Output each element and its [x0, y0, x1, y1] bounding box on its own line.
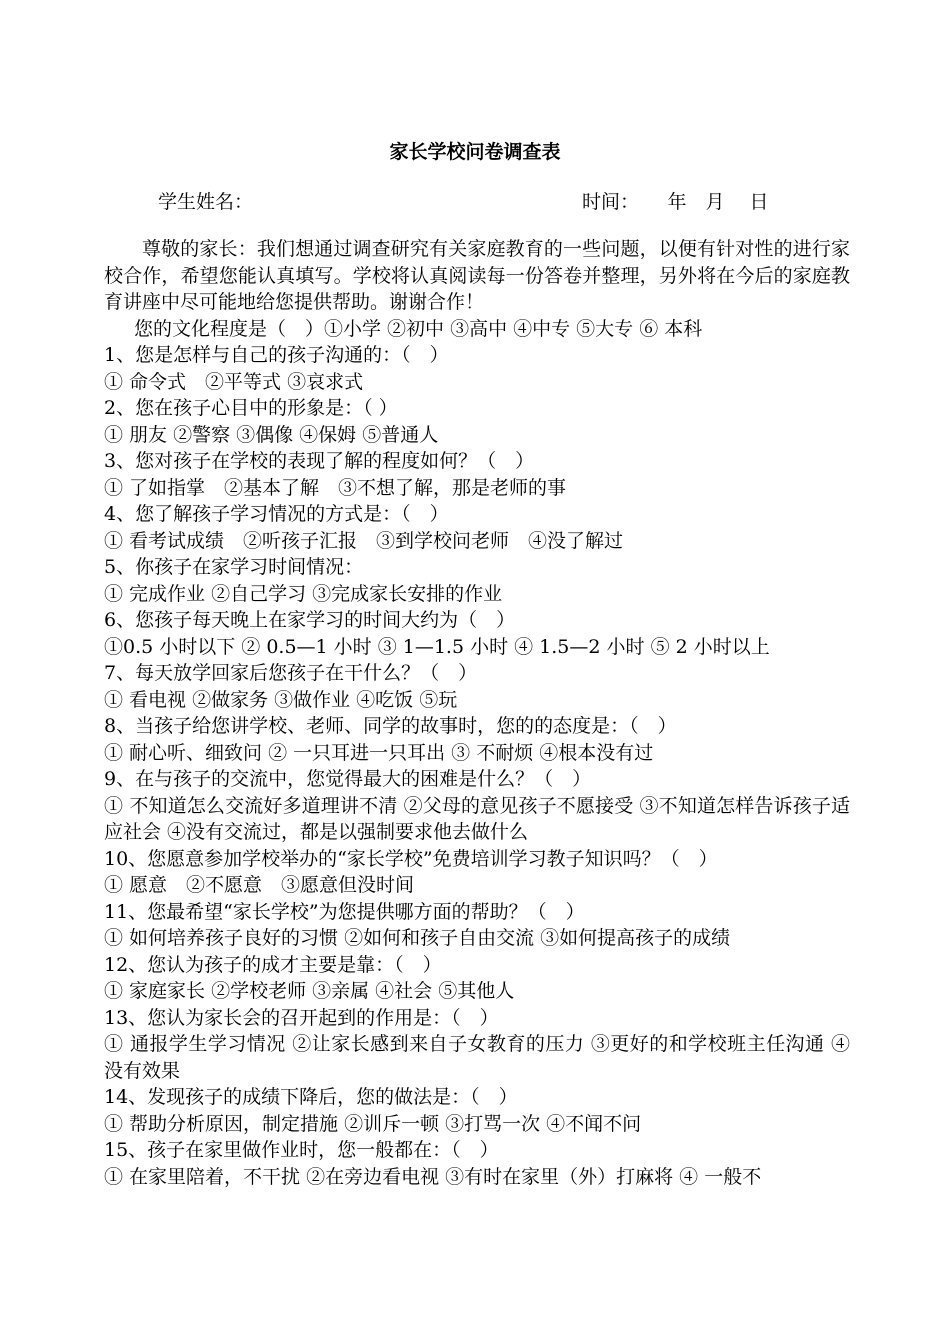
document-title: 家长学校问卷调查表 [389, 141, 561, 163]
answer-options-8: ① 耐心听、细致问 ② 一只耳进一只耳出 ③ 不耐烦 ④根本没有过 [104, 741, 654, 764]
question-7: 7、每天放学回家后您孩子在干什么？（ ） [104, 662, 478, 684]
question-5: 5、你孩子在家学习时间情况： [104, 556, 364, 578]
student-name-label: 学生姓名： [158, 191, 254, 213]
question-11: 11、您最希望“家长学校”为您提供哪方面的帮助？（ ） [104, 900, 585, 923]
question-6: 6、您孩子每天晚上在家学习的时间大约为（ ） [104, 609, 516, 631]
questionnaire-body [104, 236, 850, 1190]
question-10: 10、您愿意参加学校举办的“家长学校”免费培训学习教子知识吗？（ ） [104, 847, 718, 870]
answer-options-11: ① 如何培养孩子良好的习惯 ②如何和孩子自由交流 ③如何提高孩子的成绩 [104, 927, 731, 949]
answer-options-2: ① 朋友 ②警察 ③偶像 ④保姆 ⑤普通人 [104, 423, 439, 446]
question-2: 2、您在孩子心目中的形象是：（ ） [104, 397, 398, 419]
answer-options-7: ① 看电视 ②做家务 ③做作业 ④吃饭 ⑤玩 [104, 688, 458, 711]
education-question: 您的文化程度是（ ）①小学 ②初中 ③高中 ④中专 ⑤大专 ⑥ 本科 [134, 317, 703, 340]
answer-options-9: ① 不知道怎么交流好多道理讲不清 ②父母的意见孩子不愿接受 ③不知道怎样告诉孩子适应社会 ④没有交流过，都是以强制要求他去做什么 [104, 794, 850, 843]
answer-options-14: ① 帮助分析原因，制定措施 ②训斥一顿 ③打骂一次 ④不闻不问 [104, 1112, 642, 1135]
question-8: 8、当孩子给您讲学校、老师、同学的故事时，您的的态度是：（ ） [104, 715, 677, 737]
answer-options-15: ① 在家里陪着，不干扰 ②在旁边看电视 ③有时在家里（外）打麻将 ④ 一般不 [104, 1165, 762, 1188]
answer-options-10: ① 愿意 ②不愿意 ③愿意但没时间 [104, 874, 415, 896]
question-14: 14、发现孩子的成绩下降后，您的做法是：（ ） [104, 1086, 518, 1108]
question-15: 15、孩子在家里做作业时，您一般都在：（ ） [104, 1139, 499, 1161]
answer-options-4: ① 看考试成绩 ②听孩子汇报 ③到学校问老师 ④没了解过 [104, 529, 624, 552]
intro-paragraph: 尊敬的家长：我们想通过调查研究有关家庭教育的一些问题，以便有针对性的进行家校合作，希望您能认真填写。学校将认真阅读每一份答卷并整理，另外将在今后的家庭教育讲座中尽可能地给您提供帮助。谢谢合作！ [104, 238, 850, 313]
question-9: 9、在与孩子的交流中，您觉得最大的困难是什么？（ ） [104, 768, 592, 790]
question-1: 1、您是怎样与自己的孩子沟通的：（ ） [104, 344, 449, 366]
answer-options-6: ①0.5 小时以下 ② 0.5—1 小时 ③ 1—1.5 小时 ④ 1.5—2 小时 ⑤ 2 小时以上 [104, 635, 770, 658]
question-12: 12、您认为孩子的成才主要是靠：（ ） [104, 953, 442, 976]
answer-options-12: ① 家庭家长 ②学校老师 ③亲属 ④社会 ⑤其他人 [104, 980, 515, 1002]
answer-options-1: ① 命令式 ②平等式 ③哀求式 [104, 370, 364, 393]
answer-options-5: ① 完成作业 ②自己学习 ③完成家长安排的作业 [104, 582, 503, 605]
question-3: 3、您对孩子在学校的表现了解的程度如何？（ ） [104, 450, 535, 472]
date-label: 时间： 年 月 日 [582, 191, 769, 213]
question-13: 13、您认为家长会的召开起到的作用是：（ ） [104, 1006, 499, 1029]
question-4: 4、您了解孩子学习情况的方式是：（ ） [104, 503, 449, 525]
answer-options-13: ① 通报学生学习情况 ②让家长感到来自子女教育的压力 ③更好的和学校班主任沟通 ④没有效果 [104, 1033, 850, 1082]
answer-options-3: ① 了如指掌 ②基本了解 ③不想了解，那是老师的事 [104, 476, 567, 499]
